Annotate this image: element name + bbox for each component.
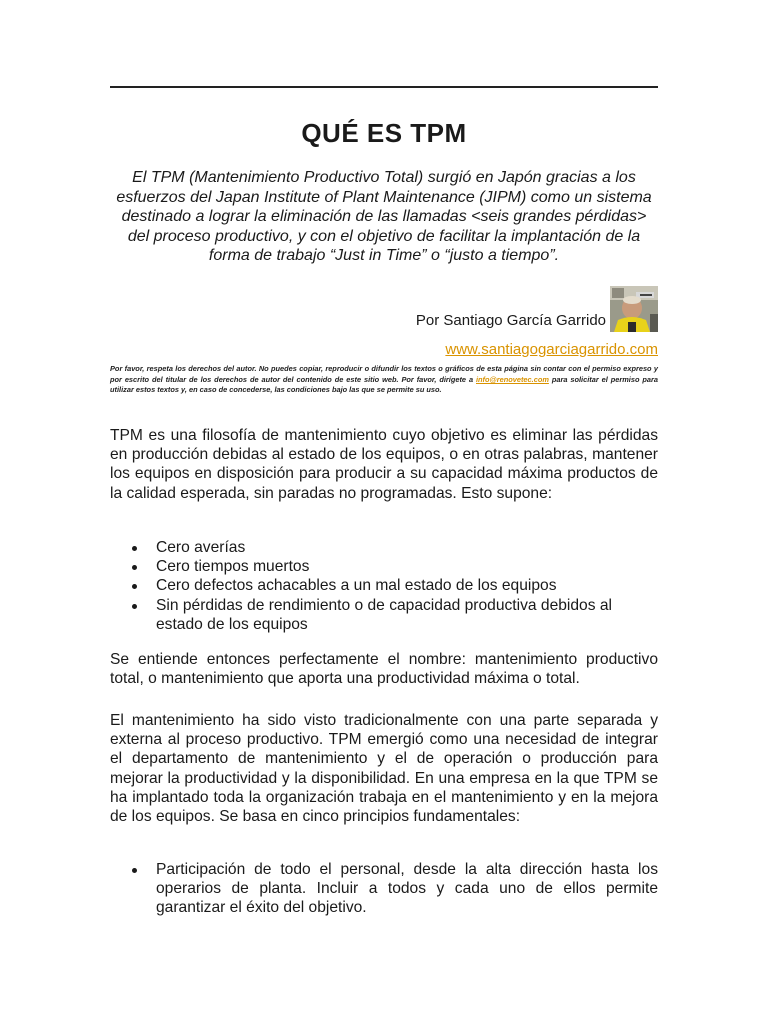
intro-paragraph: El TPM (Mantenimiento Productivo Total) surgió en Japón gracias a los esfuerzos del Japan Institute of Plant Maintenance (JIPM) como un sistema destinado a lograr la eliminación de las llamadas <seis grandes pérdidas> del proceso productivo, y con el objetivo de facilitar la implantación de la forma de trabajo “Just in Time” o “justo a tiempo”. (116, 169, 652, 264)
list-item: Sin pérdidas de rendimiento o de capacidad productiva debidos al estado de los equipos (110, 596, 658, 634)
bullet-list-zero-goals (110, 538, 658, 634)
author-photo (610, 286, 658, 332)
copyright-text-before: Por favor, respeta los derechos del autor. No puedes copiar, reproducir o difundir los textos o gráficos de esta página sin contar con el permiso expreso y por escrito del titular de los derechos de autor del contenido de este sitio web. Por favor, dirígete a (110, 364, 658, 384)
bullet-dot (132, 868, 137, 873)
bullet-list-principles (110, 860, 658, 918)
bullet-dot (132, 546, 137, 551)
paragraph-1: TPM es una filosofía de mantenimiento cuyo objetivo es eliminar las pérdidas en producción debidas al estado de los equipos, o en otras palabras, mantener los equipos en disposición para producir a su capacidad máxima productos de la calidad esperada, sin paradas no programadas. Esto supone: (110, 427, 658, 502)
top-rule (110, 86, 658, 88)
list-item: Cero defectos achacables a un mal estado de los equipos (110, 576, 658, 595)
bullet-dot (132, 584, 137, 589)
author-line (416, 286, 658, 332)
copyright-email-link[interactable]: info@renovetec.com (475, 374, 549, 384)
paragraph-2: Se entiende entonces perfectamente el nombre: mantenimiento productivo total, o mantenimiento que aporta una productividad máxima o total. (110, 651, 658, 688)
author-name: Por Santiago García Garrido (415, 312, 606, 329)
copyright-notice (110, 364, 658, 396)
list-item: Participación de todo el personal, desde la alta dirección hasta los operarios de planta. Incluir a todos y cada uno de ellos permite garantizar el éxito del objetivo. (110, 860, 658, 918)
paragraph-3: El mantenimiento ha sido visto tradicionalmente con una parte separada y externa al proceso productivo. TPM emergió como una necesidad de integrar el departamento de mantenimiento y el de operación o producción para mejorar la productividad y la disponibilidad. En una empresa en la que TPM se ha implantado toda la organización trabaja en el mantenimiento y en la mejora de los equipos. Se basa en cinco principios fundamentales: (110, 712, 658, 826)
bullet-dot (132, 604, 137, 609)
author-website-link[interactable]: www.santiagogarciagarrido.com (445, 341, 658, 358)
bullet-dot (132, 565, 137, 570)
list-item: Cero tiempos muertos (110, 557, 658, 576)
page-title: QUÉ ES TPM (301, 118, 467, 148)
list-item: Cero averías (110, 538, 658, 557)
copyright-text-after: para solicitar el permiso para utilizar estos textos y, en caso de concederse, las condiciones bajo las que se permite su uso. (110, 374, 658, 395)
